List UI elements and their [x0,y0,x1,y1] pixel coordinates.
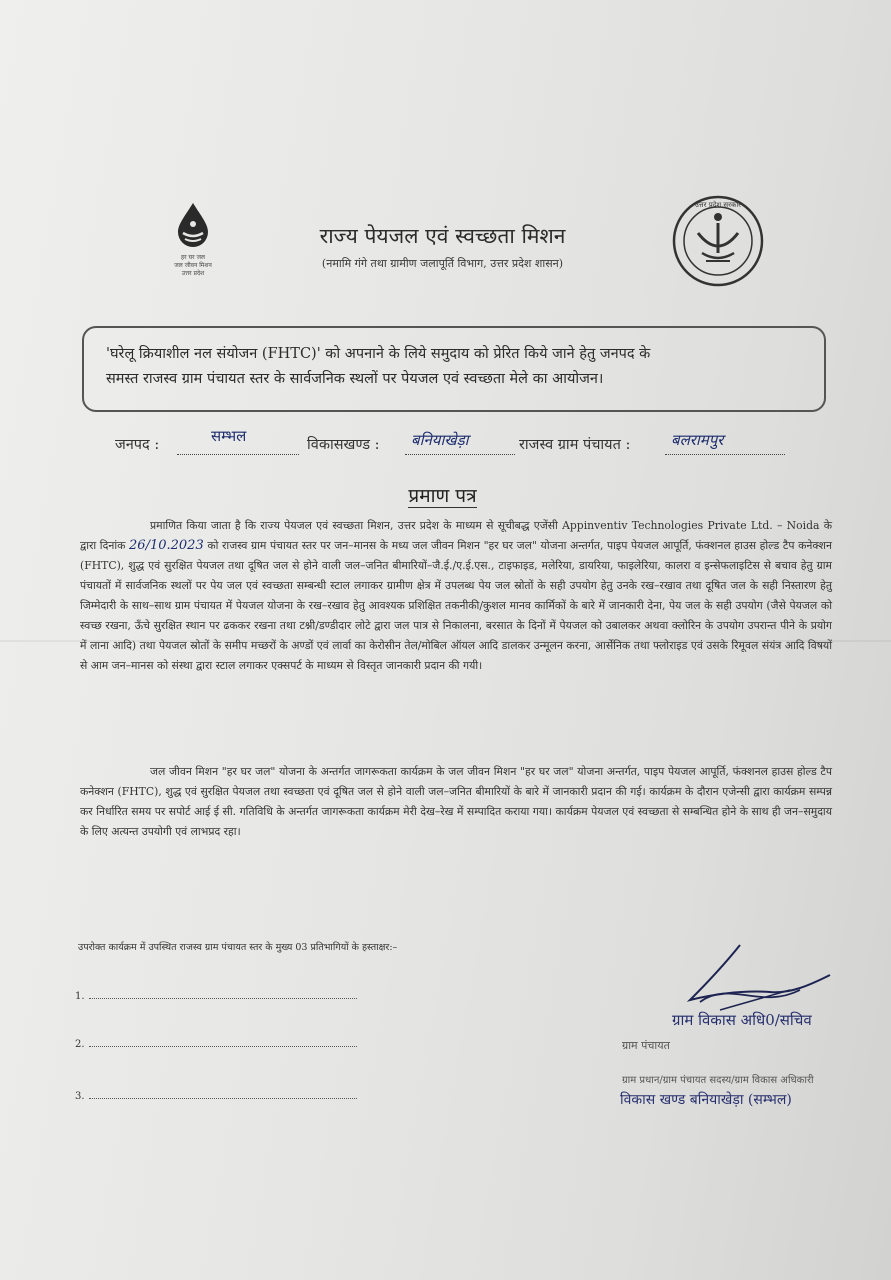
stamp-panchayat: ग्राम पंचायत [622,1039,670,1052]
logo-caption: हर घर जल जल जीवन मिशन उत्तर प्रदेश [174,254,212,277]
participant-number-1: 1. [75,991,85,1002]
para2-text: जल जीवन मिशन "हर घर जल" योजना के अन्तर्गत जागरूकता कार्यक्रम के जल जीवन मिशन "हर घर जल" योजना अन्तर्गत, पाइप पेयजल आपूर्ति, फंक्शनल हाउस होल्ड टैप कनेक्शन (FHTC), शुद्ध एवं सुरक्षित पेयजल तथा स्वच्छता एवं दूषित जल से होने वाली जल–जनित बीमारियों के बारे में जानकारी प्रदान की गई। कार्यक्रम के दौरान एजेन्सी द्वारा कार्यक्रम सम्पन्न कर निर्धारित समय पर सपोर्ट आई ई सी. गतिविधि के अन्तर्गत जागरूकता कार्यक्रम मेरी देख–रेख में सम्पादित कराया गया। कार्यक्रम पेयजल एवं स्वच्छता से सम्बन्धित होने के साथ ही जन–समुदाय के लिए अत्यन्त उपयोगी एवं लाभप्रद रहा। [80,765,832,838]
certificate-title [385,482,500,508]
vikaskhand-label: विकासखण्ड : [307,437,380,453]
panchayat-label: राजस्व ग्राम पंचायत : [519,437,631,453]
stamp-designation: ग्राम विकास अधि0/सचिव [672,1011,812,1029]
vikaskhand-value: बनियाखेड़ा [411,431,469,449]
stamp-roles: ग्राम प्रधान/ग्राम पंचायत सदस्य/ग्राम विकास अधिकारी [622,1075,814,1086]
certificate-paragraph-2 [80,762,832,842]
handwritten-signature [680,940,840,1020]
topic-line-1: 'घरेलू क्रियाशील नल संयोजन (FHTC)' को अपनाने के लिये समुदाय को प्रेरित किये जाने हेतु जनपद के [106,346,651,362]
mission-subtitle: (नमामि गंगे तथा ग्रामीण जलापूर्ति विभाग, उत्तर प्रदेश शासन) [321,257,564,270]
stamp-block: विकास खण्ड बनियाखेड़ा (सम्भल) [620,1092,792,1108]
water-drop-icon [173,200,213,250]
topic-line-2: समस्त राजस्व ग्राम पंचायत स्तर के सार्वजनिक स्थलों पर पेयजल एवं स्वच्छता मेले का आयोजन। [106,371,604,387]
mission-title: राज्य पेयजल एवं स्वच्छता मिशन [319,224,566,248]
event-topic-box [82,326,826,412]
participant-number-2: 2. [75,1039,85,1050]
participant-line-1 [75,990,365,1002]
participant-line-3 [75,1090,365,1102]
janpad-value: सम्भल [211,427,247,445]
seal-text: उत्तर प्रदेश सरकार [694,201,742,209]
up-govt-seal-icon [672,195,764,287]
janpad-label: जनपद : [115,437,160,453]
participants-intro: उपरोक्त कार्यक्रम में उपस्थित राजस्व ग्राम पंचायत स्तर के मुख्य 03 प्रतिभागियों के हस्ताक्षर:– [78,942,398,953]
certificate-title-text: प्रमाण पत्र [408,485,477,507]
para1-part-b: को राजस्व ग्राम पंचायत स्तर पर जन–मानस के मध्य जल जीवन मिशन "हर घर जल" योजना अन्तर्गत, पाइप पेयजल आपूर्ति, फंक्शनल हाउस होल्ड टैप कनेक्शन (FHTC), शुद्ध एवं सुरक्षित पेयजल तथा दूषित जल से होने वाली जल–जनित बीमारियों–जै.ई./ए.ई.एस., टाइफाइड, मलेरिया, डायरिया, फाइलेरिया, कालरा व इन्सेफलाइटिस से बचाव हेतु ग्राम पंचायतों में सार्वजनिक स्थलों पर पेय जल एवं स्वच्छता सम्बन्धी स्टाल लगाकर ग्रामीण क्षेत्र में उपलब्ध पेय जल स्रोतों के सही उपयोग हेतु उनके रख–रखाव तथा दूषित जल के सही निस्तारण हेतु जिम्मेदारी के साथ–साथ ग्राम पंचायत में पेयजल योजना के रख–रखाव हेतु आवश्यक प्रशिक्षित तकनीकी/कुशल मानव कार्मिकों के बारे में जानकारी देना, पेय जल के सही उपयोग (जैसे पेयजल को स्वच्छ रखना, ऊँचे सुरक्षित स्थान पर ढककर रखना तथा टश्नी/डण्डीदार लोटे द्वारा जल पात्र से निकालना, बरसात के दिनों में पेयजल को उबालकर अथवा क्लोरिन के उपयोग उपरान्त पीने के प्रयोग में लाना आदि) तथा पेयजल स्रोतों के समीप मच्छरों के अण्डों एवं लार्वा का केरोसीन तेल/मोबिल ऑयल आदि डालकर उन्मूलन करना, आर्सेनिक तथा फ्लोराइड एवं उसके रिमूवल संयंत्र आदि विषयों से आम जन–मानस को संस्था द्वारा स्टाल लगाकर एक्सपर्ट के माध्यम से विस्तृत जानकारी प्रदान की गयी। [80,539,833,672]
event-date: 26/10.2023 [129,538,204,553]
participant-number-3: 3. [75,1091,85,1102]
panchayat-value: बलरामपुर [671,431,724,449]
participant-line-2 [75,1038,365,1050]
certificate-paragraph-1 [80,516,832,676]
har-ghar-jal-logo [158,200,228,278]
location-fields [115,428,815,458]
para1-part-a: प्रमाणित किया जाता है कि राज्य पेयजल एवं स्वच्छता मिशन, उत्तर प्रदेश के माध्यम से सूचीबद्ध एजेंसी Appinventiv Technologies Private Ltd. – Noida के द्वारा दिनांक [80,519,832,552]
